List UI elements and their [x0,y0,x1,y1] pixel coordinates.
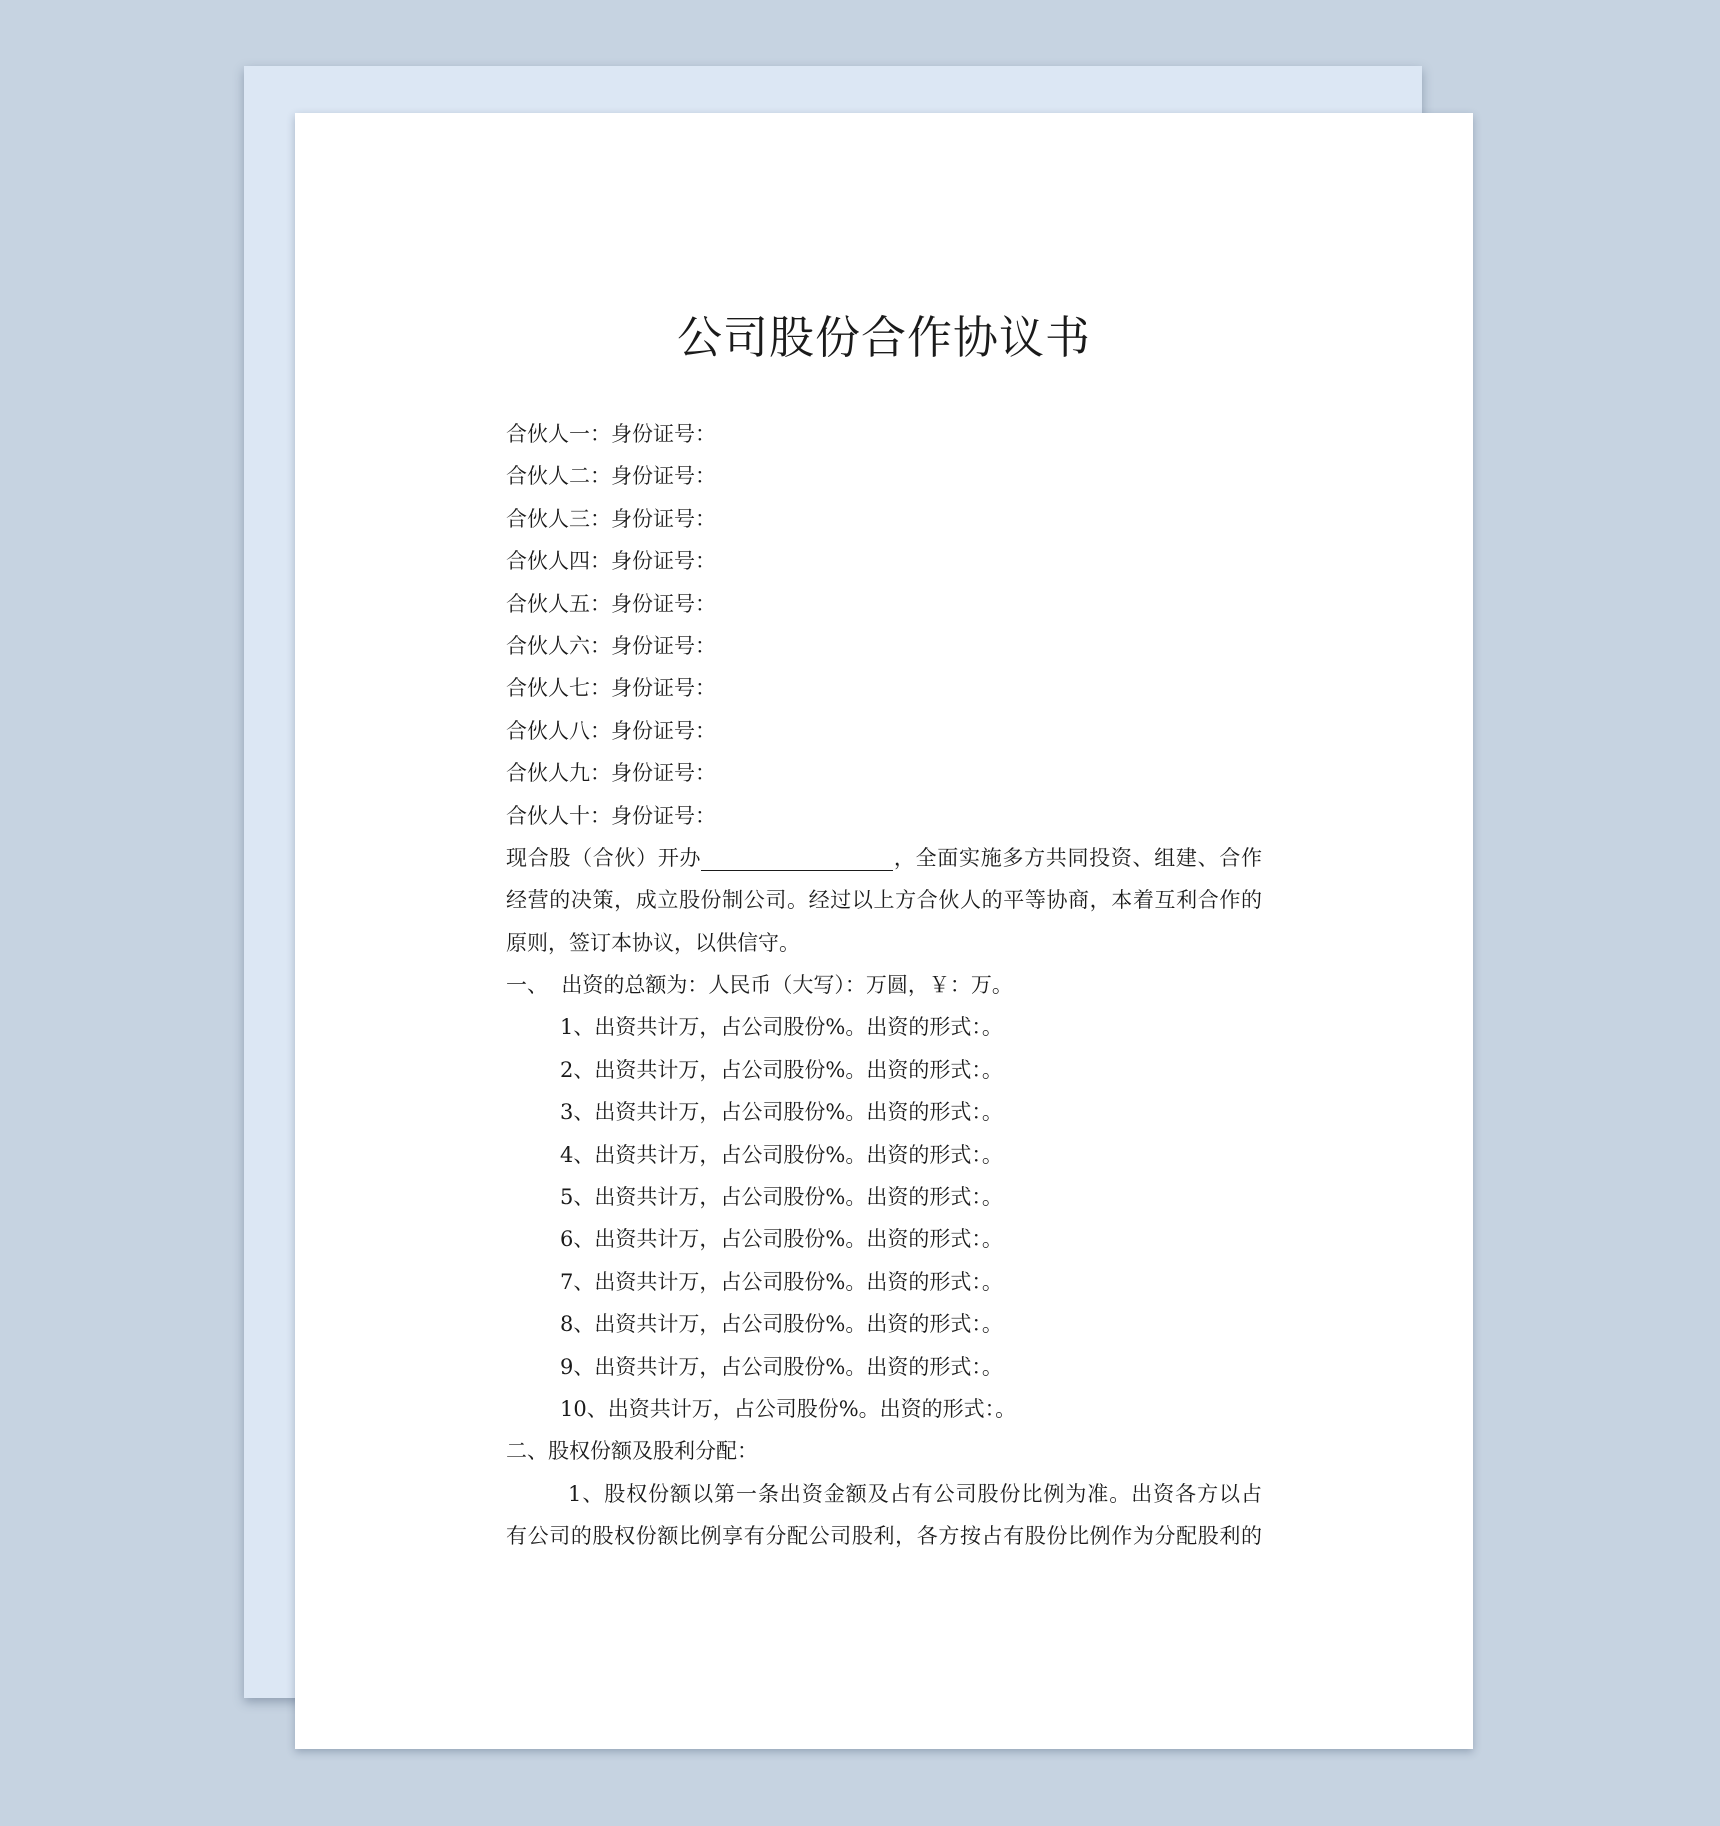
section-equity [506,1430,1262,1557]
capital-item: 2、出资共计万，占公司股份%。出资的形式：。 [560,1057,1003,1082]
capital-item: 7、出资共计万，占公司股份%。出资的形式：。 [560,1269,1003,1294]
section-capital-heading: 一、 出资的总额为：人民币（大写）：万圆，￥：万。 [506,973,1013,998]
partner-line: 合伙人六：身份证号： [506,633,716,658]
capital-item: 1、出资共计万，占公司股份%。出资的形式：。 [560,1015,1003,1040]
section-equity-heading: 二、股权份额及股利分配： [506,1439,758,1464]
partner-line: 合伙人十：身份证号： [506,803,716,828]
document-title: 公司股份合作协议书 [676,311,1091,364]
intro-paragraph [506,837,1262,964]
partner-line: 合伙人一：身份证号： [506,422,716,446]
intro-suffix: ，全面实施多方共同投资、组建、合作 [893,845,1263,870]
capital-item: 3、出资共计万，占公司股份%。出资的形式：。 [560,1100,1003,1125]
equity-para-line-2: 有公司的股权份额比例享有分配公司股利，各方按占有股份比例作为分配股利的 [506,1524,1262,1549]
partner-line: 合伙人九：身份证号： [506,761,716,786]
partner-line: 合伙人四：身份证号： [506,549,716,574]
partner-list [506,413,1262,837]
capital-item: 6、出资共计万，占公司股份%。出资的形式：。 [560,1227,1003,1252]
capital-item: 10、出资共计万，占公司股份%。出资的形式：。 [560,1396,1017,1421]
partner-line: 合伙人二：身份证号： [506,464,716,489]
intro-prefix: 现合股（合伙）开办 [506,845,702,870]
equity-para-line-1: 1、股权份额以第一条出资金额及占有公司股份比例为准。出资各方以占 [568,1481,1262,1506]
capital-item: 5、出资共计万，占公司股份%。出资的形式：。 [560,1185,1003,1210]
intro-line-2: 经营的决策，成立股份制公司。经过以上方合伙人的平等协商，本着互利合作的 [506,888,1262,913]
capital-item: 9、出资共计万，占公司股份%。出资的形式：。 [560,1354,1003,1379]
partner-line: 合伙人五：身份证号： [506,591,716,616]
capital-item: 4、出资共计万，占公司股份%。出资的形式：。 [560,1142,1003,1167]
section-capital [506,964,1262,1430]
company-name-blank [701,846,893,871]
document-body [506,413,1262,1558]
partner-line: 合伙人三：身份证号： [506,506,716,531]
document-page [295,113,1473,1749]
intro-line-3: 原则，签订本协议，以供信守。 [506,930,800,955]
intro-line-1 [506,837,1262,879]
partner-line: 合伙人八：身份证号： [506,718,716,743]
capital-item: 8、出资共计万，占公司股份%。出资的形式：。 [560,1312,1003,1337]
partner-line: 合伙人七：身份证号： [506,676,716,701]
